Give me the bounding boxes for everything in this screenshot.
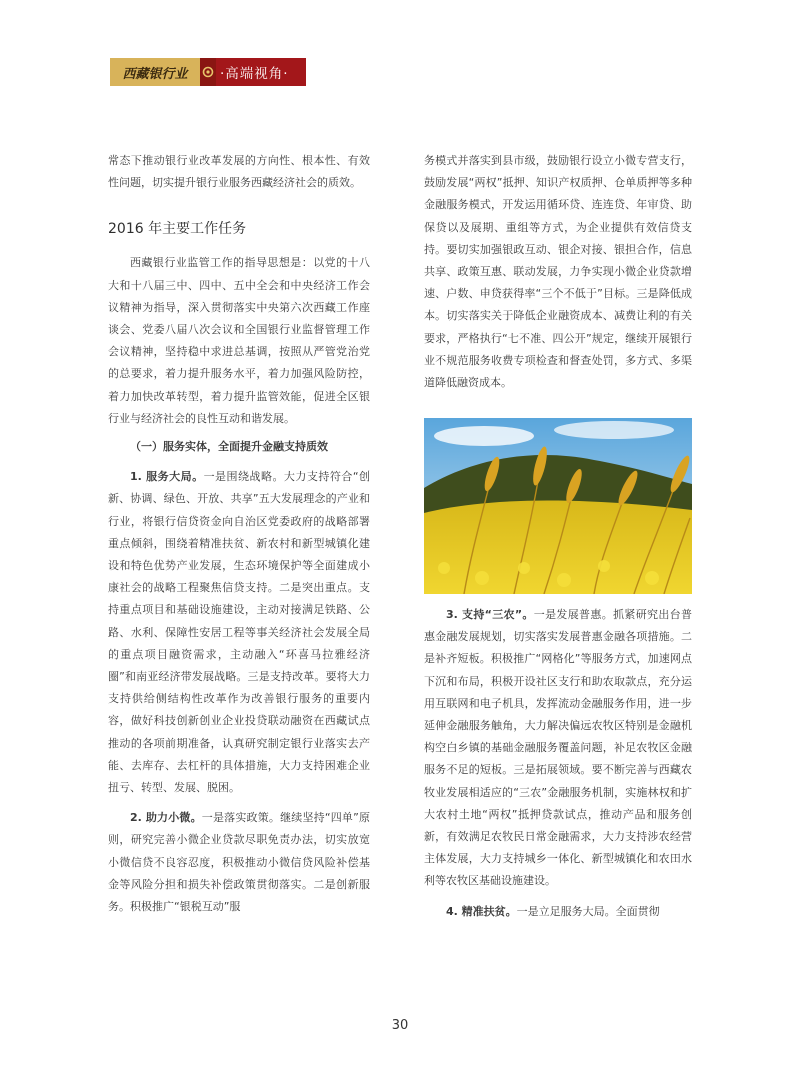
paragraph-3-lead: 3. 支持“三农”。 (446, 608, 534, 621)
paragraph-3-text: 一是发展普惠。抓紧研究出台普惠金融发展规划，切实落实发展普惠金融各项措施。二是补齐短板。积极推广“网格化”等服务方式，加速网点下沉和布局，积极开设社区支行和助农取款点，充分运用互联网和电子机具，发挥流动金融服务作用，进一步延伸金融服务触角，大力解决偏远农牧区特别是金融机构空白乡镇的基础金融服务覆盖问题，补足农牧区金融服务不足的短板。三是拓展领域。要不断完善与西藏农牧业发展相适应的“三农”金融服务机制，实施林权和扩大农村土地“两权”抵押贷款试点，推动产品和服务创新，有效满足农牧民日常金融需求，大力支持涉农经营主体发展，大力支持城乡一体化、新型城镇化和农田水利等农牧区基础设施建设。 (424, 608, 693, 888)
paragraph-2-lead: 2. 助力小微。 (130, 811, 202, 825)
paragraph-3 (424, 604, 692, 893)
brand-label: 西藏银行业 (110, 58, 200, 86)
continued-paragraph: 务模式并落实到县市级，鼓励银行设立小微专营支行，鼓励发展“两权”抵押、知识产权质押、仓单质押等多种金融服务模式，开发运用循环贷、连连贷、年审贷、助保贷以及展期、重组等方式，为企业提供有效信贷支持。要切实加强银政互动、银企对接、银担合作，信息共享、政策互惠、联动发展，力争实现小微企业贷款增速、户数、申贷获得率“三个不低于”目标。三是降低成本。切实落实关于降低企业融资成本、减费让利的有关要求，严格执行“七不准、四公开”规定，继续开展银行业不规范服务收费专项检查和督查处罚，多方式、多渠道降低融资成本。 (424, 154, 692, 390)
paragraph-4-text: 一是立足服务大局。全面贯彻 (516, 904, 660, 918)
barley-field-photo (424, 418, 692, 594)
subheading: （一）服务实体，全面提升金融支持质效 (130, 440, 328, 454)
section-banner (110, 58, 306, 86)
left-column (108, 150, 370, 918)
paragraph-4 (424, 901, 692, 923)
paragraph-1 (108, 466, 370, 799)
paragraph-2 (108, 807, 370, 918)
intro-paragraph: 常态下推动银行业改革发展的方向性、根本性、有效性问题，切实提升银行业服务西藏经济社会的质效。 (108, 154, 370, 190)
right-column-bottom (424, 604, 692, 923)
section-title: 2016 年主要工作任务 (108, 221, 247, 238)
emblem-icon (200, 58, 216, 86)
paragraph-4-lead: 4. 精准扶贫。 (446, 904, 517, 918)
section-label: ·高端视角· (216, 58, 306, 86)
paragraph-1-lead: 1. 服务大局。 (130, 470, 204, 484)
right-column-top (424, 150, 692, 394)
paragraph-2-text: 一是落实政策。继续坚持“四单”原则，研究完善小微企业贷款尽职免责办法，切实放宽小微信贷不良容忍度，积极推动小微信贷风险补偿基金等风险分担和损失补偿政策贯彻落实。二是创新服务。积极推广“银税互动”服 (108, 811, 370, 914)
guiding-paragraph: 西藏银行业监管工作的指导思想是：以党的十八大和十八届三中、四中、五中全会和中央经济工作会议精神为指导，深入贯彻落实中央第六次西藏工作座谈会、党委八届八次会议和全国银行业监督管理工作会议精神，坚持稳中求进总基调，按照从严管党治党的总要求，着力提升服务水平，着力加强风险防控，着力加快改革转型，着力提升监管效能，促进全区银行业与经济社会的良性互动和谐发展。 (108, 256, 370, 425)
page-number: 30 (391, 1018, 409, 1033)
paragraph-1-text: 一是围绕战略。大力支持符合“创新、协调、绿色、开放、共享”五大发展理念的产业和行业，将银行信贷资金向自治区党委政府的战略部署重点倾斜，围绕着精准扶贫、新农村和新型城镇化建设和特色优势产业发展，生态环境保护等全面建成小康社会的战略工程聚焦信贷支持。二是突出重点。支持重点项目和基础设施建设，主动对接满足铁路、公路、水利、保障性安居工程等事关经济社会发展全局的重点项目融资需求，主动融入“环喜马拉雅经济圈”和南亚经济带发展战略。三是支持改革。要将大力支持供给侧结构性改革作为改善银行服务的重要内容，做好科技创新创业企业投贷联动融资在西藏试点推动的各项前期准备，认真研究制定银行业落实去产能、去库存、去杠杆的具体措施，大力支持困难企业扭亏、转型、发展、脱困。 (108, 470, 370, 795)
